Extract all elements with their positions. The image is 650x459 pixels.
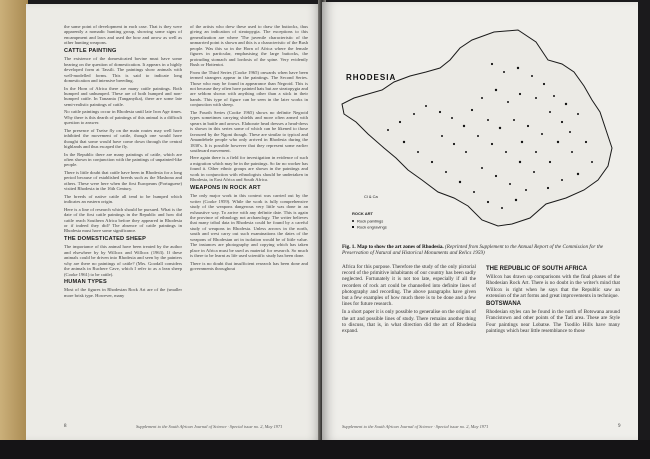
map-title: RHODESIA <box>346 73 397 82</box>
paragraph: The presence of Tsetse fly on the main routes may well have inhibited the movement of cattle, though one would have thought that some would have come down through the central highlands and thus escaped the fly. <box>64 127 182 150</box>
section-heading-cattle-painting: CATTLE PAINTING <box>64 47 117 54</box>
map-legend-engravings: Rock engravings <box>357 224 387 230</box>
right-page-column-2 <box>486 264 620 336</box>
country-outline <box>342 30 612 226</box>
paragraph: Here is a line of research which should be pursued. What is the date of the first cattle paintings in the Republic and how did cattle reach Southern Africa before they appeared in Rhodesia or if indeed they did? The absence of cattle paintings in Rhodesia must have some significance. <box>64 206 182 234</box>
map-scale-label: Cl & Ca <box>364 194 378 199</box>
running-footer: Supplement to the South African Journal of Science · Special issue no. 2, May 1971 <box>136 424 283 429</box>
page-number: 9 <box>618 424 621 429</box>
right-page <box>322 2 638 440</box>
caption-label: Fig. 1. Map to show the art zones of Rhodesia. <box>342 244 444 250</box>
paragraph: Most of the figures in Rhodesian Rock Art are of the (smaller more brisk type. However, many <box>64 287 182 298</box>
paragraph: The existence of the domesticated bovine must have some bearing on the question of domestication. It appears in a highly developed form at Tassili. The paintings show animals with well-modelled forms. This is said to indicate long domestication and intensive breeding. <box>64 56 182 84</box>
right-page-column-1 <box>342 264 476 336</box>
paragraph: In a short paper it is only possible to generalise on the origins of the art and possible lines of study. There remains another thing to discuss, that is, in what direction did the art of Rhodesia expand. <box>342 309 476 335</box>
paragraph: the same point of development in each case. That is they were apparently a nomadic hunting group, showing some signs of encampment and laws and used the bow and arrow as well as other hunting weapons. <box>64 24 182 46</box>
paragraph: There is little doubt that cattle have been in Rhodesia for a long period because of established breeds such as the Mashona and others. These were here when the first Europeans (Portuguese) visited Rhodesia in the 16th Century. <box>64 169 182 192</box>
paragraph: Rhodesian styles can be found in the north of Botswana around Francistown and other points of the Tati area. These are Style Four paintings near Lobatse. The Tsodilo Hills have many paintings which bear little resemblance to those <box>486 309 620 334</box>
paragraph: The breeds of native cattle all tend to be humped which indicates an eastern origin. <box>64 193 182 205</box>
paragraph: The importance of this animal have been treated by the author and elsewhere by by Willcox and Willcox (1963). If these animals could be driven into Rhodesia and seen by the painters why are there no paintings of cattle? (Mrs. Goodall considers the animals in Ruchere Cave, which I refer to as a lean sheep (Cooke 1961) to be cattle). <box>64 244 182 277</box>
section-heading-human-types: HUMAN TYPES <box>64 279 107 286</box>
paragraph: In the Republic there are many paintings of cattle, which are often shown in conjunction with the paintings of unpainted-like people. <box>64 151 182 168</box>
running-footer: Supplement to the South African Journal of Science · Special issue no. 2, May 1971 <box>342 424 489 429</box>
book-cover-edge <box>0 0 28 459</box>
page-number: 8 <box>64 424 67 429</box>
left-page-column-2 <box>190 24 308 273</box>
section-heading-botswana: BOTSWANA <box>486 301 521 308</box>
section-heading-weapons: WEAPONS IN ROCK ART <box>190 184 261 191</box>
table-surface <box>0 440 650 459</box>
paragraph: No cattle paintings occur in Rhodesia until late Iron Age times. Why there is this dearth of paintings of this animal is a difficult question to answer. <box>64 109 182 126</box>
left-page <box>26 4 322 440</box>
paragraph: In the Horn of Africa there are many cattle paintings. Both humped and unhumped. These are of both humped and non-humped cattle. In Tanzania (Tanganyika), there are some late semi-realistic paintings of cattle. <box>64 85 182 107</box>
paragraph: Willcox has drawn up comparisons with the final phases of the Rhodesian Rock Art. There is no doubt in the writer's mind that Willcox is right when he says that the Republic saw an extension of the art forms and great improvements in technique. <box>486 274 620 299</box>
section-heading-republic-south-africa: THE REPUBLIC OF SOUTH AFRICA <box>486 266 588 272</box>
left-page-column-1 <box>64 24 182 300</box>
paragraph: Africa for this purpose. Therefore the study of the only pictorial record of the primitive inhabitants of our country has been sadly neglected. Fortunately it is not too late, especially if all the recorders of rock art could be channelled into definite lines of photography and recording. The above paragraphs have given but a few examples of how much there is to be done and a few lines for future research. <box>342 264 476 308</box>
rhodesia-map <box>322 2 638 242</box>
paragraph: The Fourth Series (Cooke 1965) shows no definite Negroid types sometimes carrying shields and more often armed with spears in battle and arrows. Elaborate head dresses a head-dress is shown in this series some of which can be likened to those favoured by the Ngoni though. These are similar to typical and Amandebele people who only arrived in Rhodesia during the 1830's. It is possible however that they represent some earlier southward movement. <box>190 109 308 153</box>
section-heading-domesticated-sheep: THE DOMESTICATED SHEEP <box>64 235 146 242</box>
paragraph: There is no doubt that insufficient research has been done and governments throughout <box>190 260 308 272</box>
figure-caption <box>342 244 620 256</box>
paragraph: of the artists who drew these used to draw the buttocks, thus giving an indication of steatopygia. The exceptions to this generalization are where 'The juvenile characteristic of the unmarried point is shown and this is a characteristic of the Bush people. Was this so in the Horn of Africa where the female figures in particular, emphasising the large buttocks, the protruding stomach and lordosis of the spine. Very evidently Bush or Hottentot. <box>190 24 308 68</box>
paragraph: Here again there is a field for investigation in evidence of such a migration which may be in the paintings. So far no worker has found it. Other ethnic groups are shown in the paintings and work in conjunction with ethnologists should be undertaken in Rhodesia, in East Africa and South Africa. <box>190 155 309 183</box>
caption-source: (Reprinted from Supplement to the Annual Report of the Commission for the Preservation of Natural and Historical Monuments and Relics 1959) <box>342 244 604 257</box>
map-legend-heading: ROCK ART <box>352 211 373 216</box>
map-legend-paintings: Rock paintings <box>357 218 384 224</box>
paragraph: From the Third Series (Cooke 1965) onwards when have been termed strangers appear in the paintings. The Second Series. Those who may be found in appearance than Negroid. This is not because they often have painted hats but are steatopygia and are seldom shown with anything other than a stick in their hands. This type of figure can be seen in the later works in conjunction with sheep. <box>190 69 308 108</box>
paragraph: The only major work in this context was carried out by the writer (Cooke 1959). While the work is fully comprehensive study of the weapons dangerous very little was done in an exhaustive way. To arrive with any definite date. This is again the province of ethnology not archaeology. The writer believes that many tribal data in Rhodesia could be found by a careful study of weapons in Rhodesia. Unless arrows in the north, south and west carry out such examinations the dates of the weapons of Rhodesian art in isolation would be of little value. The instances are photography and copying which has taken place in Africa must be used as material for research. So much is there to be learnt as life used scientific study has been done. <box>190 193 308 259</box>
